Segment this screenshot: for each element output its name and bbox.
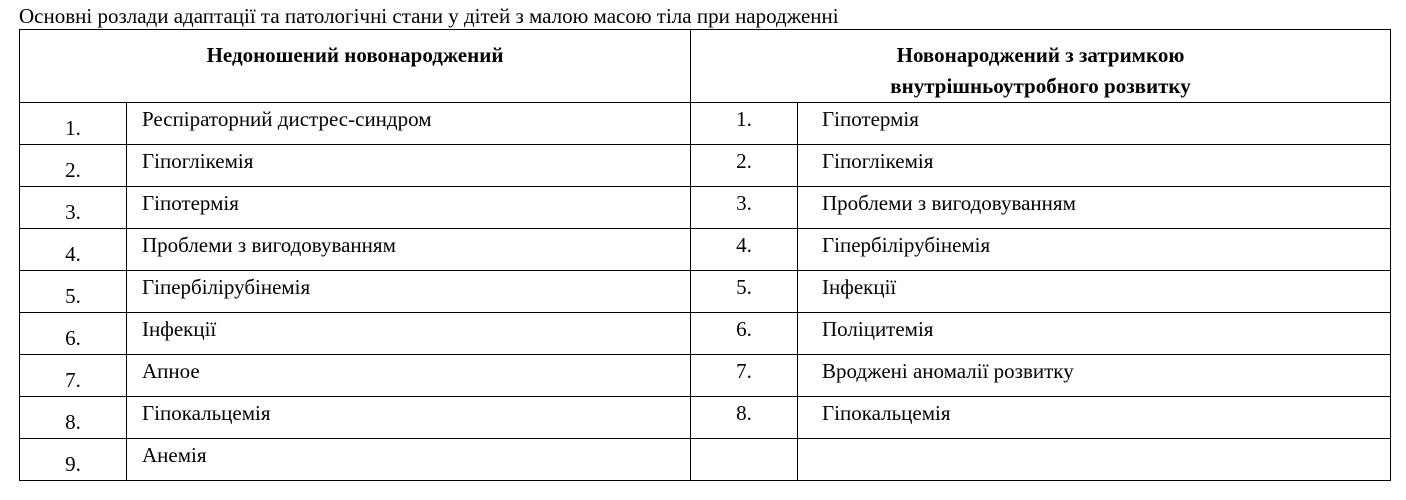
left-condition: Гіпотермія: [142, 191, 239, 215]
right-condition-cell: [798, 145, 1391, 187]
left-number-cell: [20, 439, 127, 481]
left-condition-cell: [127, 355, 691, 397]
right-number-cell: [691, 439, 798, 481]
right-number-cell: [691, 145, 798, 187]
left-condition-cell: [127, 439, 691, 481]
left-number: 7.: [65, 368, 81, 392]
table-row: [20, 439, 1391, 481]
right-number: 7.: [736, 359, 752, 383]
table-row: [20, 313, 1391, 355]
right-number: 5.: [736, 275, 752, 299]
conditions-table: [19, 29, 1391, 481]
left-condition: Респіраторний дистрес-синдром: [142, 107, 432, 131]
left-number: 6.: [65, 326, 81, 350]
header-iugr-line1: Новонароджений з затримкою: [896, 43, 1185, 67]
left-condition-cell: [127, 397, 691, 439]
header-preterm: [20, 30, 691, 103]
left-number: 1.: [65, 116, 81, 140]
right-number: 8.: [736, 401, 752, 425]
table-header-row: [20, 30, 1391, 103]
right-number: 2.: [736, 149, 752, 173]
left-condition-cell: [127, 229, 691, 271]
left-condition-cell: [127, 313, 691, 355]
right-condition-cell: [798, 271, 1391, 313]
right-number-cell: [691, 229, 798, 271]
table-row: [20, 145, 1391, 187]
left-number-cell: [20, 229, 127, 271]
left-condition-cell: [127, 271, 691, 313]
right-condition-cell: [798, 355, 1391, 397]
right-condition: Гіпербілірубінемія: [822, 233, 991, 257]
right-condition-cell: [798, 439, 1391, 481]
right-condition-cell: [798, 187, 1391, 229]
left-condition-cell: [127, 145, 691, 187]
left-number: 2.: [65, 158, 81, 182]
left-number-cell: [20, 355, 127, 397]
left-condition: Анемія: [142, 443, 207, 467]
right-number: 4.: [736, 233, 752, 257]
left-number-cell: [20, 313, 127, 355]
right-number-cell: [691, 355, 798, 397]
right-condition: Проблеми з вигодовуванням: [822, 191, 1076, 215]
right-number-cell: [691, 271, 798, 313]
left-condition: Інфекції: [142, 317, 217, 341]
right-number: 3.: [736, 191, 752, 215]
left-condition-cell: [127, 187, 691, 229]
left-condition: Проблеми з вигодовуванням: [142, 233, 396, 257]
table-row: [20, 397, 1391, 439]
table-row: [20, 103, 1391, 145]
left-condition: Гіпоглікемія: [142, 149, 254, 173]
left-number: 5.: [65, 284, 81, 308]
right-condition: Гіпотермія: [822, 107, 919, 131]
left-number: 8.: [65, 410, 81, 434]
table-row: [20, 355, 1391, 397]
right-condition-cell: [798, 103, 1391, 145]
table-row: [20, 271, 1391, 313]
right-number-cell: [691, 313, 798, 355]
right-condition-cell: [798, 313, 1391, 355]
left-number-cell: [20, 397, 127, 439]
left-condition: Апное: [142, 359, 200, 383]
left-number: 4.: [65, 242, 81, 266]
right-condition: Гіпоглікемія: [822, 149, 934, 173]
right-number-cell: [691, 187, 798, 229]
left-number-cell: [20, 187, 127, 229]
table-row: [20, 187, 1391, 229]
left-number-cell: [20, 271, 127, 313]
right-number-cell: [691, 397, 798, 439]
right-number-cell: [691, 103, 798, 145]
left-condition: Гіпокальцемія: [142, 401, 271, 425]
right-number: [691, 439, 797, 443]
left-condition-cell: [127, 103, 691, 145]
right-condition: Гіпокальцемія: [822, 401, 951, 425]
right-condition-cell: [798, 397, 1391, 439]
right-condition-cell: [798, 229, 1391, 271]
right-condition: Поліцитемія: [822, 317, 934, 341]
left-number-cell: [20, 103, 127, 145]
right-condition: Інфекції: [822, 275, 897, 299]
header-iugr-line2: внутрішньоутробного розвитку: [890, 74, 1191, 98]
header-iugr: [691, 30, 1391, 103]
header-preterm-label: Недоношений новонароджений: [206, 43, 504, 67]
right-number: 6.: [736, 317, 752, 341]
table-row: [20, 229, 1391, 271]
left-number-cell: [20, 145, 127, 187]
table-caption: Основні розлади адаптації та патологічні стани у дітей з малою масою тіла при народженні: [19, 4, 839, 28]
left-condition: Гіпербілірубінемія: [142, 275, 311, 299]
left-number: 9.: [65, 452, 81, 476]
right-condition: Вроджені аномалії розвитку: [822, 359, 1074, 383]
right-number: 1.: [736, 107, 752, 131]
left-number: 3.: [65, 200, 81, 224]
right-condition: [798, 439, 1390, 443]
